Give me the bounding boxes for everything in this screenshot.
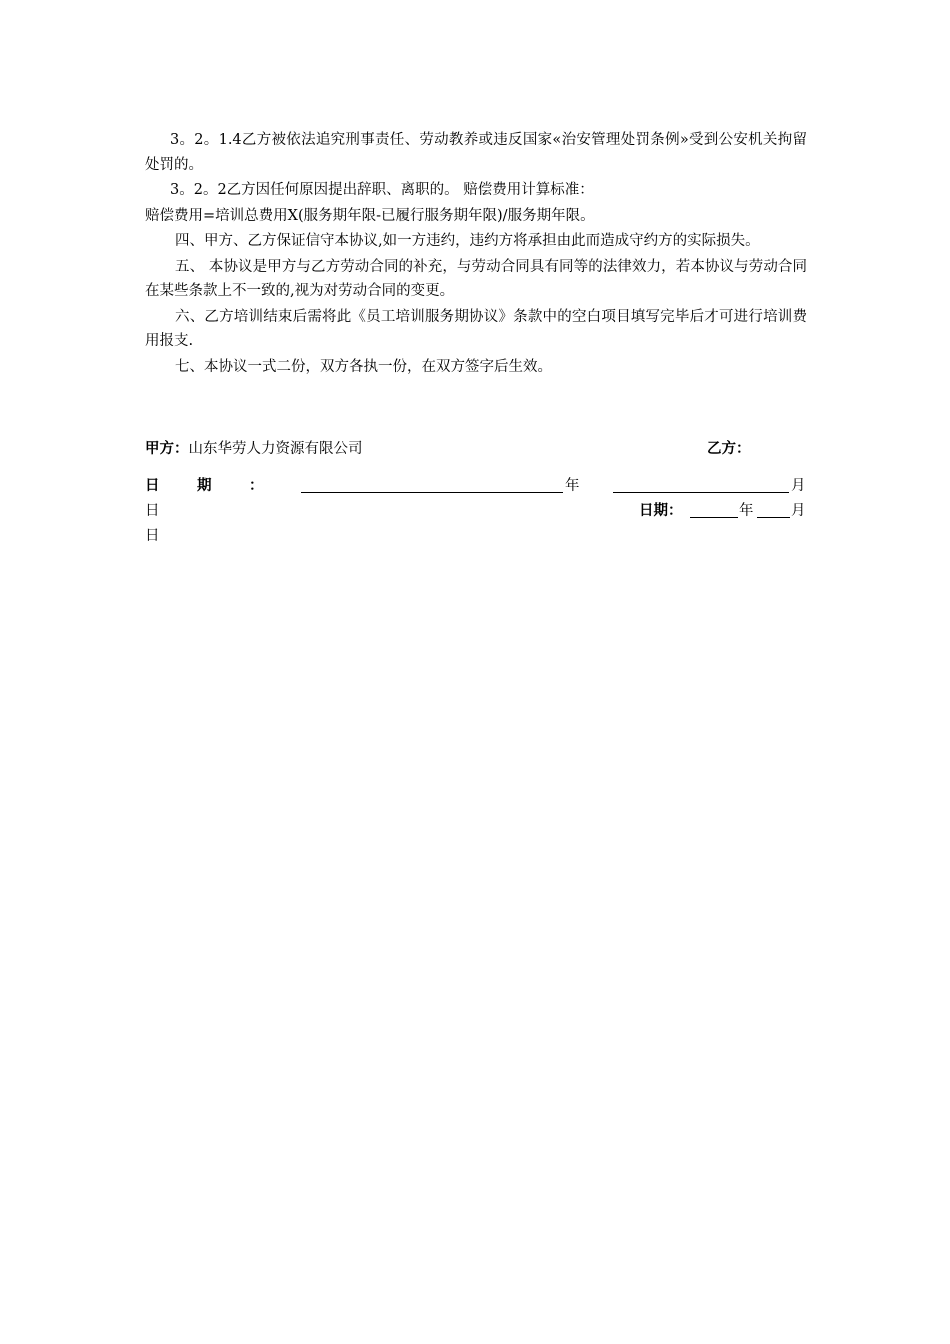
clause-3-2-2: 3。2。2乙方因任何原因提出辞职、离职的。 赔偿费用计算标准： [170,182,594,198]
clause-3-2-1-4: 3。2。1.4乙方被依法追究刑事责任、劳动教养或违反国家«治安管理处罚条例»受到公安机关拘留处罚的。 [145,132,807,173]
party-b-label: 乙方： [707,440,751,457]
year-blank-b [690,517,738,518]
date-label-b: 日期： [639,502,683,519]
date-label-char-day: 日 [145,477,160,494]
clause-7: 七、本协议一式二份，双方各执一份，在双方签字后生效。 [175,358,552,375]
date-blank-a [301,492,563,493]
party-a-name: 山东华劳人力资源有限公司 [188,441,363,457]
clause-6: 六、乙方培训结束后需将此《员工培训服务期协议》条款中的空白项目填写完毕后才可进行培训费用报支. [145,308,807,349]
year-label-b: 年 [739,503,754,519]
date-label-char-period: 期 [197,477,212,494]
day-label-a: 日 [145,503,160,519]
date-row-b [145,499,807,523]
compensation-formula: 赔偿费用=培训总费用X(服务期年限-已履行服务期年限)/服务期年限。 [145,207,595,224]
month-label-b: 月 [791,503,806,519]
clause-5: 五、 本协议是甲方与乙方劳动合同的补充，与劳动合同具有同等的法律效力，若本协议与劳动合同在某些条款上不一致的,视为对劳动合同的变更。 [145,258,807,299]
month-label-a: 月 [791,478,806,494]
year-label-a: 年 [565,478,580,494]
date-label-colon: ： [249,477,264,494]
party-a-label: 甲方： [145,440,189,457]
month-blank-b [757,517,790,518]
day-label-b: 日 [145,528,160,544]
month-blank-a [613,492,789,493]
date-row-a [145,474,807,498]
party-signature-row [145,437,807,461]
clause-4: 四、甲方、乙方保证信守本协议,如一方违约，违约方将承担由此而造成守约方的实际损失。 [175,233,760,249]
agreement-body [145,128,807,380]
date-row-c [145,524,807,548]
